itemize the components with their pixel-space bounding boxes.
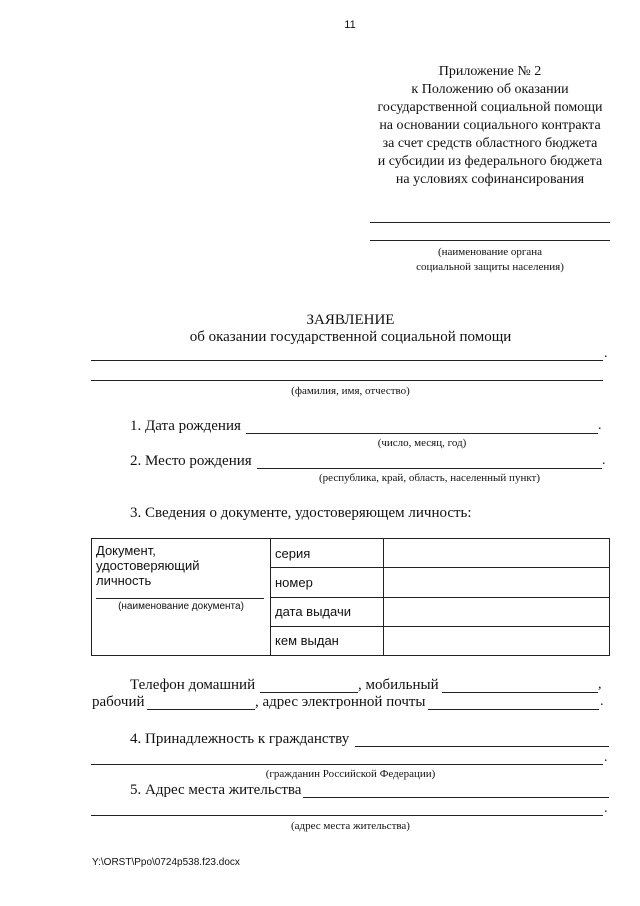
citizenship-field-2[interactable] (91, 764, 603, 765)
citizenship-caption: (гражданин Российской Федерации) (265, 768, 436, 780)
recipient-caption: социальной защиты населения) (416, 261, 564, 273)
mobile-phone-field[interactable] (442, 692, 598, 693)
period-mark: . (598, 418, 602, 433)
birth-place-label: 2. Место рождения (130, 453, 252, 469)
recipient-caption: (наименование органа (437, 246, 543, 258)
annex-line: на условиях софинансирования (395, 172, 585, 187)
birth-date-caption: (число, месяц, год) (377, 437, 467, 449)
id-row-label: кем выдан (271, 626, 384, 655)
id-doc-label: Документ, (96, 543, 156, 558)
residence-field-1[interactable] (303, 797, 609, 798)
applicant-name-line-1[interactable] (91, 360, 603, 361)
id-document-type-cell[interactable] (92, 539, 271, 656)
work-phone-label: рабочий (92, 694, 145, 710)
id-doc-label: личность (96, 573, 152, 588)
id-row-label: дата выдачи (271, 597, 384, 626)
residence-caption: (адрес места жительства) (291, 820, 410, 832)
id-document-heading: 3. Сведения о документе, удостоверяющем личность: (130, 505, 472, 521)
work-phone-field[interactable] (147, 709, 255, 710)
applicant-name-line-2[interactable] (91, 380, 603, 381)
period-mark: . (604, 750, 608, 765)
birth-date-label: 1. Дата рождения (130, 418, 241, 434)
recipient-line-2[interactable] (370, 240, 610, 241)
citizenship-label: 4. Принадлежность к гражданству (130, 731, 350, 747)
id-doc-label: удостоверяющий (96, 558, 200, 573)
annex-heading (340, 63, 640, 189)
residence-label: 5. Адрес места жительства (130, 782, 302, 798)
applicant-name-caption: (фамилия, имя, отчество) (291, 385, 410, 397)
comma-mark: , (598, 677, 602, 692)
id-doc-name-field[interactable] (96, 598, 264, 599)
id-doc-caption: (наименование документа) (118, 601, 244, 612)
recipient-line-1[interactable] (370, 222, 610, 223)
home-phone-label: Телефон домашний (130, 677, 256, 693)
id-series-field[interactable] (384, 539, 610, 568)
document-subtitle: об оказании государственной социальной помощи (189, 329, 512, 345)
page-number: 11 (344, 19, 356, 31)
email-label: , адрес электронной почты (255, 694, 426, 710)
id-issued-by-field[interactable] (384, 626, 610, 655)
annex-line: к Положению об оказании (411, 82, 569, 97)
id-document-table (91, 538, 610, 656)
birth-place-field[interactable] (257, 468, 602, 469)
residence-field-2[interactable] (91, 815, 603, 816)
period-mark: . (604, 346, 608, 361)
document-title: ЗАЯВЛЕНИЕ (306, 312, 395, 328)
email-field[interactable] (428, 709, 599, 710)
citizenship-field-1[interactable] (355, 746, 609, 747)
mobile-phone-label: , мобильный (358, 677, 439, 693)
file-path-footer: Y:\ORST\Ppo\0724p538.f23.docx (92, 857, 240, 868)
period-mark: . (600, 694, 604, 709)
home-phone-field[interactable] (260, 692, 358, 693)
birth-place-caption: (республика, край, область, населенный пункт) (319, 472, 540, 484)
annex-line: за счет средств областного бюджета (382, 136, 598, 151)
period-mark: . (602, 453, 606, 468)
annex-line: на основании социального контракта (379, 118, 601, 133)
birth-date-field[interactable] (246, 433, 598, 434)
id-number-field[interactable] (384, 568, 610, 597)
id-row-label: номер (271, 568, 384, 597)
annex-line: Приложение № 2 (438, 64, 542, 79)
id-issue-date-field[interactable] (384, 597, 610, 626)
annex-line: государственной социальной помощи (377, 100, 603, 115)
id-row-label: серия (271, 539, 384, 568)
period-mark: . (604, 801, 608, 816)
annex-line: и субсидии из федерального бюджета (377, 154, 603, 169)
